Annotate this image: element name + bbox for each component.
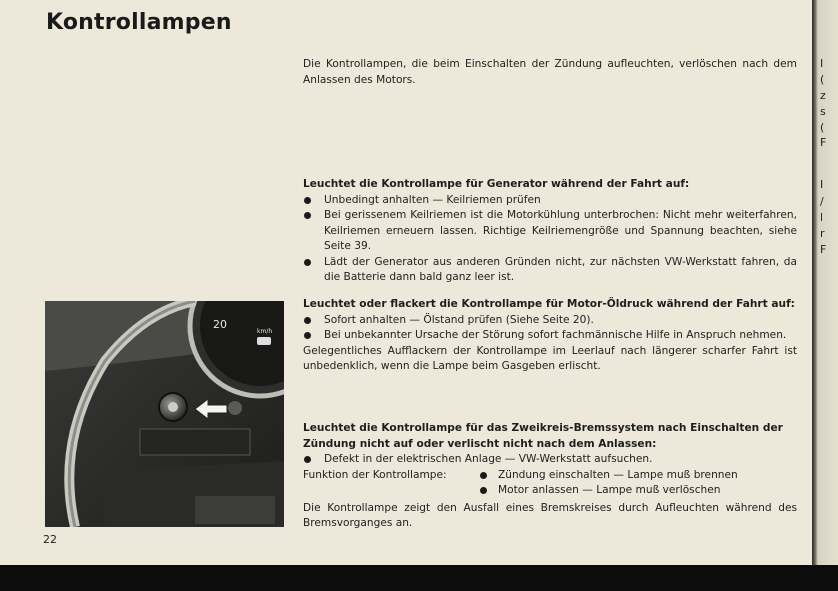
generator-section <box>303 177 797 286</box>
dashboard-illustration <box>45 301 284 527</box>
oil-bullet: Bei unbekannter Ursache der Störung sofort fachmännische Hilfe in Anspruch nehmen. <box>303 328 797 344</box>
bullet-dot <box>304 317 311 324</box>
generator-bullet: Lädt der Generator aus anderen Gründen nicht, zur nächsten VW-Werkstatt fahren, da die Batterie dann bald ganz leer ist. <box>303 255 797 286</box>
generator-heading: Leuchtet die Kontrollampe für Generator während der Fahrt auf: <box>303 178 690 190</box>
bullet-dot <box>304 259 311 266</box>
brake-heading: Leuchtet die Kontrollampe für das Zweikreis-Bremssystem nach Einschalten der Zündung nicht auf oder verlischt nicht nach dem Anlassen: <box>303 422 783 450</box>
gauge-unit: km/h <box>257 328 273 335</box>
bullet-dot <box>304 212 311 219</box>
next-page-edge: I ( z s ( F I / l r F <box>812 0 838 565</box>
brake-function-row <box>303 468 797 484</box>
oil-heading: Leuchtet oder flackert die Kontrollampe für Motor-Öldruck während der Fahrt auf: <box>303 298 795 310</box>
bullet-dot <box>304 197 311 204</box>
dashboard-photo <box>45 301 284 527</box>
brake-function-item: Zündung einschalten — Lampe muß brennen <box>498 468 738 481</box>
generator-bullet: Bei gerissenem Keilriemen ist die Motorkühlung unterbrochen: Nicht mehr weiterfahren, Keilriemen erneuern lassen. Richtige Keilriemengröße und Spannung beachten, siehe Seite 39. <box>303 208 797 255</box>
brake-note: Die Kontrollampe zeigt den Ausfall eines Bremskreises durch Aufleuchten während des Bremsvorganges an. <box>303 501 797 529</box>
brake-function-label: Funktion der Kontrollampe: <box>303 468 447 481</box>
scan-shadow <box>0 565 838 591</box>
bullet-dot <box>304 332 311 339</box>
brake-function-item: Motor anlassen — Lampe muß verlöschen <box>498 484 721 496</box>
bullet-dot <box>480 487 487 494</box>
bullet-dot <box>304 456 311 463</box>
page-number: 22 <box>43 533 57 546</box>
brake-section <box>303 421 797 532</box>
oil-note: Gelegentliches Aufflackern der Kontrollampe im Leerlauf nach längerer scharfer Fahrt ist unbedenklich, wenn die Lampe beim Gasgeben erlischt. <box>303 344 797 372</box>
generator-bullet: Unbedingt anhalten — Keilriemen prüfen <box>303 193 797 209</box>
oil-bullet: Sofort anhalten — Ölstand prüfen (Siehe Seite 20). <box>303 313 797 329</box>
brake-function-row <box>303 483 797 499</box>
intro-paragraph: Die Kontrollampen, die beim Einschalten der Zündung aufleuchten, verlöschen nach dem Anlassen des Motors. <box>303 58 797 86</box>
gauge-number: 20 <box>213 318 227 331</box>
oil-section <box>303 297 797 375</box>
page-title: Kontrollampen <box>46 10 232 35</box>
brake-bullet: Defekt in der elektrischen Anlage — VW-Werkstatt aufsuchen. <box>303 452 797 468</box>
bullet-dot <box>480 472 487 479</box>
